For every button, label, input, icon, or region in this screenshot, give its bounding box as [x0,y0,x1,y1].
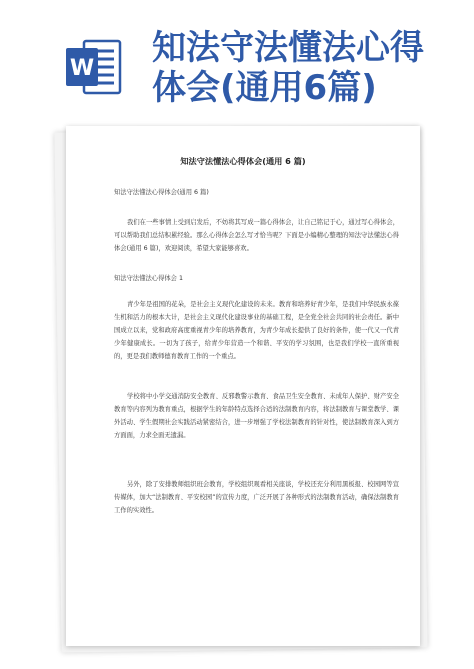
paragraph-1: 青少年是祖国的花朵，是社会主义现代化建设的未来。教育和培养好青少年，是我们中华民族永葆生机和活力的根本大计，是社会主义现代化建设事业的基础工程，是全党全社会共同的社会责任。新中国成立以来，党和政府高度重视青少年的培养教育，为青少年成长提供了良好的条件，使一代又一代青少年健康成长。一切为了孩子，给青少年营造一个和谐、平安的学习氛围，也是我们学校一直所重视的，更是我们教师德育教育工作的一个重点。 [114,301,399,360]
paragraph-3: 另外，除了安排教师组织班会教育，学校组织观看相关座谈，学校还充分利用黑板报、校园网等宣传媒体，加大“法制教育、平安校园”的宣传力度，广泛开展了各种形式的法制教育活动，确保法制教育工作的实效性。 [114,481,399,514]
banner-title-line-1: 知法守法懂法心得 [152,28,424,68]
intro-paragraph: 我们在一些事情上受到启发后，不妨将其写成一篇心得体会，让自己铭记于心，通过写心得体会，可以帮助我们总结积累经验。那么心得体会怎么写才恰当呢？下面是小编精心整理的知法守法懂法心得体会(通用 6 篇)，欢迎阅读，希望大家能够喜欢。 [114,219,399,252]
word-document-icon [62,35,126,99]
document-subtitle: 知法守法懂法心得体会(通用 6 篇) [114,189,209,196]
header-banner [0,0,474,140]
banner-title-line-2: 体会(通用6篇) [152,68,377,108]
document-title: 知法守法懂法心得体会(通用 6 篇) [180,156,306,166]
section-heading: 知法守法懂法心得体会 1 [114,275,183,282]
document-page [66,126,420,646]
paragraph-2: 学校将中小学交通消防安全教育、反邪教警示教育、食品卫生安全教育、未成年人保护、财产安全教育等内容列为教育重点，根据学生的年龄特点选择合适的法制教育内容，将法制教育与课堂教学、课外活动、学生假期社会实践活动紧密结合，进一步增强了学校法制教育的针对性，使法制教育深入到方方面面，力求全面无遗漏。 [114,393,399,439]
word-icon-letter: W [69,56,95,81]
